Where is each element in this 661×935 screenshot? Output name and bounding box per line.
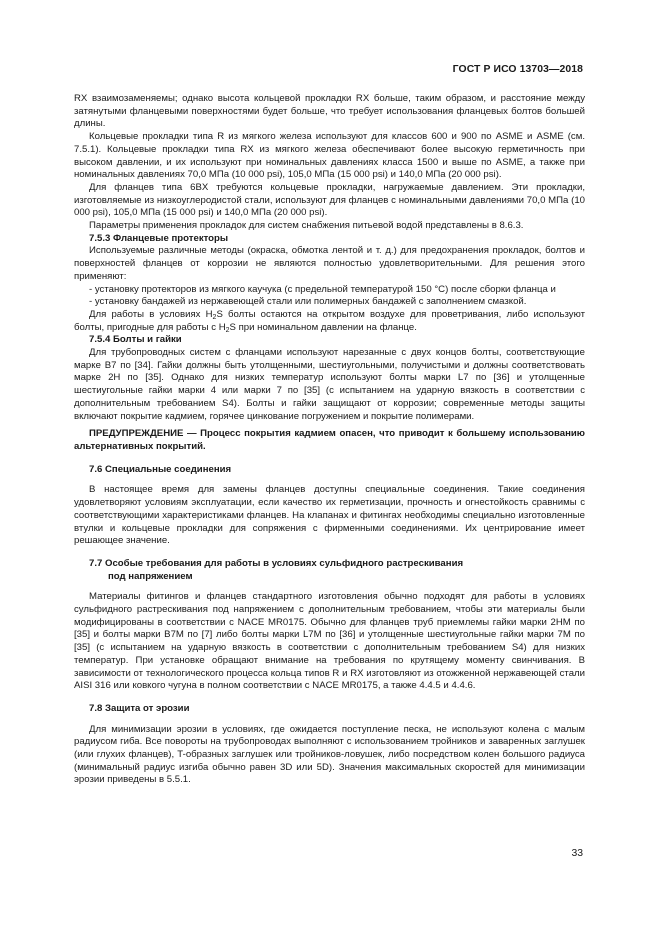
paragraph (74, 309, 585, 334)
page-number: 33 (571, 848, 583, 859)
paragraph: Используемые различные методы (окраска, обмотка лентой и т. д.) для предохранения прокладок, болтов и поверхностей фланцев от коррозии не являются полностью удовлетворительными. Для решения этого применяют: (74, 245, 585, 282)
text-run: S болты остаются на открытом воздухе для проветривания, либо используют болты, пригодные для работы с H (74, 308, 585, 333)
subsection-heading-7-5-4: 7.5.4 Болты и гайки (89, 334, 182, 346)
list-item: - установку протекторов из мягкого каучука (с предельной температурой 150 °С) после сборки фланца и (89, 283, 556, 295)
document-header: ГОСТ Р ИСО 13703—2018 (452, 64, 583, 75)
text-run: S при номинальном давлении на фланце. (229, 321, 417, 333)
subscript: 2 (212, 313, 217, 321)
paragraph: Кольцевые прокладки типа R из мягкого железа используют для классов 600 и 900 по ASME и ASME (см. 7.5.1). Кольцевые прокладки типа RX из мягкого железа обеспечивают более высокую герметичность при высоком давлении, и их используют при номинальных давлениях класса 1500 и выше по ASME, а также при номинальных давлениях 70,0 МПа (10 000 psi), 105,0 МПа (15 000 psi) и 140,0 МПа (20 000 psi). (74, 131, 585, 181)
subsection-heading-7-5-3: 7.5.3 Фланцевые протекторы (89, 232, 229, 244)
paragraph: В настоящее время для замены фланцев доступны специальные соединения. Такие соединения удовлетворяют условиям эксплуатации, если качество их герметизации, прочность и огнестойкость сравнимы с соответствующими характеристиками фланцев. На клапанах и фитингах необходимы специально изготовленные втулки и кольцевые прокладки для сопряжения с фирменными соединениями. Их центрирование имеет решающее значение. (74, 484, 585, 547)
section-heading-7-6: 7.6 Специальные соединения (89, 463, 232, 475)
subscript: 2 (225, 326, 230, 334)
heading-line: под напряжением (108, 570, 193, 582)
document-body (74, 93, 585, 787)
warning-note: ПРЕДУПРЕЖДЕНИЕ — Процесс покрытия кадмием опасен, что приводит к большему использованию альтернативных покрытий. (74, 428, 585, 452)
paragraph: Для фланцев типа 6BX требуются кольцевые прокладки, нагружаемые давлением. Эти прокладки, изготовляемые из низкоуглеродистой стали, используют для фланцев с номинальными давлениями 70,0 МПа (10 000 psi), 105,0 МПа (15 000 psi) и 140,0 МПа (20 000 psi). (74, 181, 585, 219)
heading-line: 7.7 Особые требования для работы в условиях сульфидного растрескивания (89, 557, 464, 569)
paragraph: Параметры применения прокладок для систем снабжения питьевой водой представлены в 8.6.3. (89, 220, 524, 232)
list-item: - установку бандажей из нержавеющей стали или полимерных бандажей с заполнением смазкой. (89, 296, 527, 308)
section-heading-7-8: 7.8 Защита от эрозии (89, 702, 190, 714)
paragraph: Материалы фитингов и фланцев стандартного изготовления обычно подходят для работы в условиях сульфидного растрескивания под напряжением с дополнительным требованием, чтобы эти материалы были модифицированы в соответствии с NACE MR0175. Обычно для фланцев труб приемлемы гайки марки 2HM по [35] и болты марки B7M по [7] либо болты марки L7M по [36] и утолщенные шестиугольные гайки марки 7M по [35] (с испытанием на ударную вязкость в соответствии с дополнительным требованием S4) для низких температур. При установке обращают внимание на требования по крутящему моменту свинчивания. В зависимости от технологического процесса кольца типов R и RX изготовляют из отожженной нержавеющей стали AISI 316 или ковкого чугуна в полном соответствии с NACE MR0175, а также 4.4.5 и 4.4.6. (74, 591, 585, 692)
section-heading-7-7 (89, 558, 585, 583)
paragraph: Для минимизации эрозии в условиях, где ожидается поступление песка, не используют колена с малым радиусом гиба. Все повороты на трубопроводах выполняют с использованием тройников и заваренных заглушек (или глухих фланцев), T-образных заглушек или тройников-ловушек, либо посредством колен большого радиуса (минимальный радиус изгиба обычно равен 3D или 5D). Значения максимальных скоростей для минимизации эрозии приведены в 5.5.1. (74, 723, 585, 786)
paragraph: Для трубопроводных систем с фланцами используют нарезанные с двух концов болты, соответствующие марке B7 по [34]. Гайки должны быть утолщенными, шестиугольными, получистыми и должны соответствовать марке 2H по [35]. Однако для низких температур используют болты марки L7 по [36] и утолщенные шестиугольные гайки марки 4 или марки 7 по [35] (с испытанием на ударную вязкость в соответствии с дополнительным требованием S4). Болты и гайки защищают от коррозии; современные методы защиты включают покрытие кадмием, горячее цинкование погружением и покрытие полимерами. (74, 347, 585, 422)
paragraph: RX взаимозаменяемы; однако высота кольцевой прокладки RX больше, таким образом, и расстояние между затянутыми фланцевыми поверхностями будет больше, что требует использования фланцевых болтов большей длины. (74, 93, 585, 130)
text-run: Для работы в условиях H (89, 308, 213, 320)
